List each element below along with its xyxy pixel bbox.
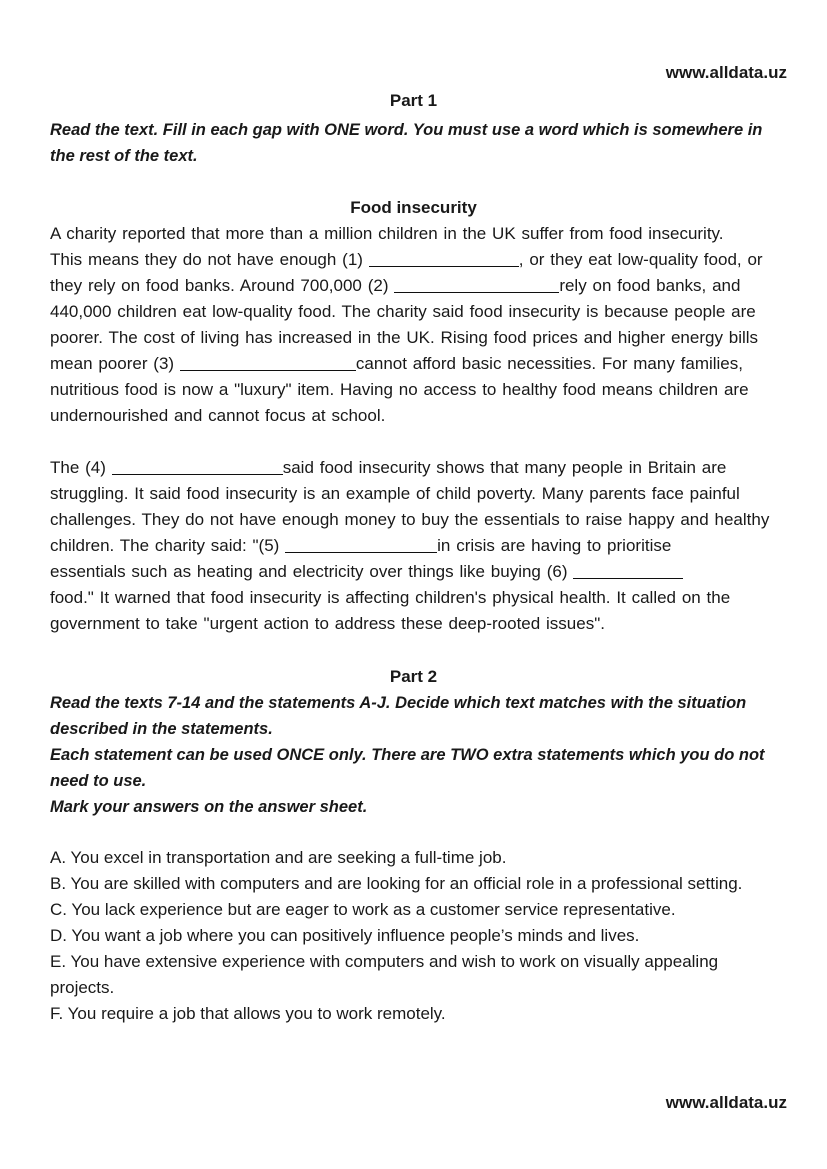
text-line: Each statement can be used ONCE only. There are TWO extra statements which you do not: [50, 746, 765, 764]
text-segment: struggling. It said food insecurity is an example of child poverty. Many parents face painful: [50, 484, 740, 503]
text-segment: food." It warned that food insecurity is affecting children's physical health. It called on the: [50, 588, 731, 607]
text-line: [50, 533, 777, 559]
text-segment: in crisis are having to prioritise: [437, 536, 672, 555]
statement-text: You have extensive experience with computers and wish to work on visually appealing: [70, 952, 719, 971]
text-segment: The (4): [50, 458, 112, 477]
text-segment: rely on food banks, and: [559, 276, 741, 295]
text-line: [50, 507, 777, 533]
text-line: [50, 455, 777, 481]
text-segment: challenges. They do not have enough money to buy the essentials to raise happy and healthy: [50, 510, 770, 529]
text-line: Read the texts 7-14 and the statements A-J. Decide which text matches with the situation: [50, 694, 747, 712]
statement-C: [50, 897, 777, 923]
statement-D: [50, 923, 777, 949]
text-segment: children. The charity said: "(5): [50, 536, 286, 555]
text-line: [50, 351, 777, 377]
part1-title: Part 1: [389, 91, 438, 110]
text-line: the rest of the text.: [50, 147, 198, 165]
text-line: described in the statements.: [50, 720, 273, 738]
text-line: [50, 299, 777, 325]
passage-paragraph-1: [50, 221, 777, 429]
statement-F: [50, 1001, 777, 1027]
blank-gap-4: [112, 460, 283, 475]
site-url-footer: www.alldata.uz: [665, 1093, 787, 1112]
statement-text: You want a job where you can positively influence people’s minds and lives.: [71, 926, 640, 945]
text-line: [50, 585, 777, 611]
text-line: [50, 403, 777, 429]
text-segment: mean poorer (3): [50, 354, 180, 373]
statement-text: projects.: [50, 978, 115, 997]
text-segment: cannot afford basic necessities. For many families,: [355, 354, 743, 373]
passage-title: Food insecurity: [350, 198, 477, 217]
text-line: [50, 377, 777, 403]
text-segment: This means they do not have enough (1): [50, 250, 369, 269]
statement-A: [50, 845, 777, 871]
text-segment: government to take "urgent action to address these deep-rooted issues".: [50, 614, 605, 633]
statement-text: You lack experience but are eager to work as a customer service representative.: [71, 900, 676, 919]
site-url-header: www.alldata.uz: [665, 63, 787, 82]
text-line: [50, 273, 777, 299]
blank-gap-2: [394, 278, 559, 293]
blank-gap-5: [285, 538, 437, 553]
blank-gap-1: [369, 252, 519, 267]
statement-label: B.: [50, 874, 67, 893]
blank-gap-3: [180, 356, 356, 371]
text-line: need to use.: [50, 772, 147, 790]
statement-E-continued: [50, 975, 777, 1001]
statement-label: D.: [50, 926, 67, 945]
text-segment: 440,000 children eat low-quality food. The charity said food insecurity is because people are: [50, 302, 756, 321]
page-content: [50, 0, 777, 1027]
part2-instructions: [50, 690, 777, 820]
text-segment: A charity reported that more than a million children in the UK suffer from food insecurity.: [50, 224, 724, 243]
text-segment: essentials such as heating and electricity over things like buying (6): [50, 562, 574, 581]
statement-text: You excel in transportation and are seeking a full-time job.: [70, 848, 507, 867]
part2-title: Part 2: [389, 667, 438, 686]
passage-paragraph-2: [50, 455, 777, 637]
statement-B: [50, 871, 777, 897]
text-line: Read the text. Fill in each gap with ONE word. You must use a word which is somewhere in: [50, 121, 763, 139]
statement-E: [50, 949, 777, 975]
text-line: [50, 481, 777, 507]
statement-label: C.: [50, 900, 67, 919]
part1-instructions: [50, 117, 777, 169]
text-segment: nutritious food is now a "luxury" item. Having no access to healthy food means children are: [50, 380, 749, 399]
statement-label: E.: [50, 952, 67, 971]
text-line: Mark your answers on the answer sheet.: [50, 798, 368, 816]
text-line: [50, 559, 777, 585]
statements-list: [50, 845, 777, 1027]
statement-label: F.: [50, 1004, 64, 1023]
text-segment: poorer. The cost of living has increased in the UK. Rising food prices and higher energy bills: [50, 328, 759, 347]
statement-text: You require a job that allows you to work remotely.: [67, 1004, 446, 1023]
text-line: [50, 325, 777, 351]
text-segment: they rely on food banks. Around 700,000 (2): [50, 276, 395, 295]
text-line: [50, 247, 777, 273]
text-segment: said food insecurity shows that many people in Britain are: [282, 458, 727, 477]
statement-label: A.: [50, 848, 67, 867]
text-line: [50, 221, 777, 247]
text-segment: , or they eat low-quality food, or: [518, 250, 763, 269]
text-segment: undernourished and cannot focus at school.: [50, 406, 386, 425]
page-footer: [666, 1093, 787, 1113]
blank-gap-6: [573, 564, 683, 579]
statement-text: You are skilled with computers and are looking for an official role in a professional setting.: [70, 874, 743, 893]
text-line: [50, 611, 777, 637]
